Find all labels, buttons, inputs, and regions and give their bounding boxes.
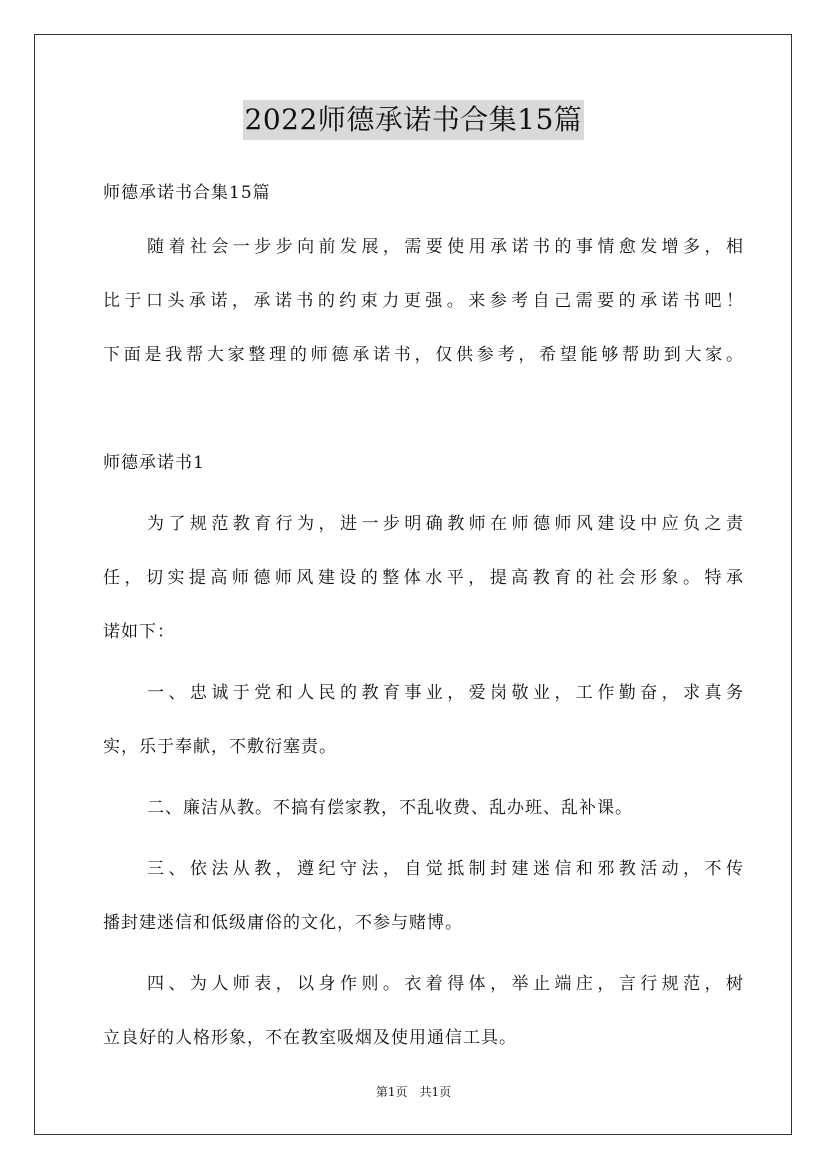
- page-number-current: 第1页: [375, 1085, 408, 1099]
- paragraph-line: 立良好的人格形象，不在教室吸烟及使用通信工具。: [103, 1028, 517, 1048]
- paragraph-line: 一、忠诚于党和人民的教育事业，爱岗敬业，工作勤奋，求真务: [147, 683, 743, 703]
- title-container: [0, 100, 827, 140]
- paragraph-line: 为了规范教育行为，进一步明确教师在师德师风建设中应负之责: [147, 514, 743, 534]
- paragraph-line: 二、廉洁从教。不搞有偿家教，不乱收费、乱办班、乱补课。: [147, 798, 633, 818]
- paragraph-line: 任，切实提高师德师风建设的整体水平，提高教育的社会形象。特承: [103, 568, 743, 588]
- paragraph-line: 播封建迷信和低级庸俗的文化，不参与赌博。: [103, 913, 463, 933]
- document-subtitle: 师德承诺书合集15篇: [103, 183, 271, 203]
- paragraph-line: 诺如下：: [103, 622, 175, 642]
- document-title: 2022师德承诺书合集15篇: [243, 100, 585, 140]
- intro-line: 比于口头承诺，承诺书的约束力更强。来参考自己需要的承诺书吧！: [103, 291, 743, 311]
- document-body: [103, 175, 743, 1056]
- paragraph-line: 四、为人师表，以身作则。衣着得体，举止端庄，言行规范，树: [147, 974, 743, 994]
- page-footer: [0, 1084, 827, 1100]
- intro-line: 随着社会一步步向前发展，需要使用承诺书的事情愈发增多，相: [147, 237, 743, 257]
- intro-line: 下面是我帮大家整理的师德承诺书，仅供参考，希望能够帮助到大家。: [103, 345, 743, 365]
- page-number-total: 共1页: [419, 1085, 452, 1099]
- paragraph-line: 三、依法从教，遵纪守法，自觉抵制封建迷信和邪教活动，不传: [147, 859, 743, 879]
- paragraph-line: 实，乐于奉献，不敷衍塞责。: [103, 737, 337, 757]
- section-heading: 师德承诺书1: [103, 453, 205, 473]
